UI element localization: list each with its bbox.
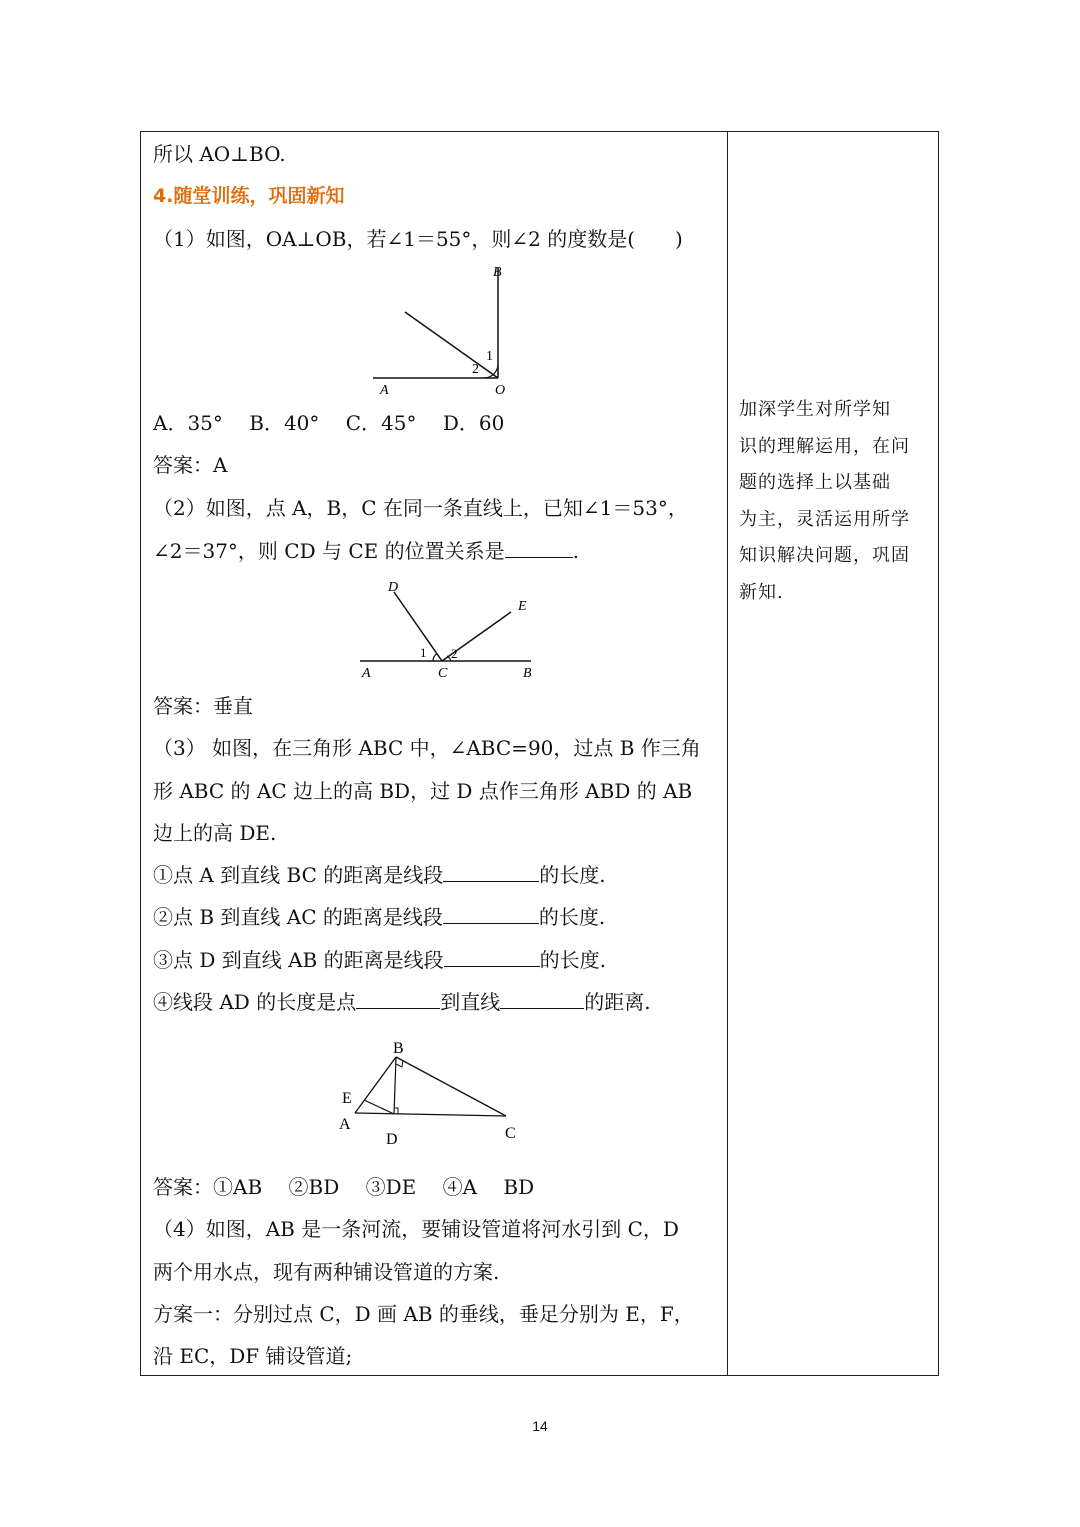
part-1-end: 的长度. — [539, 863, 606, 887]
question-3-line-1: （3） 如图，在三角形 ABC 中，∠ABC=90，过点 B 作三角 — [153, 736, 701, 760]
part-2-end: 的长度. — [538, 905, 606, 929]
part-2-text: ②点 B 到直线 AC 的距离是线段 — [153, 905, 443, 929]
question-1-options: A．35° B．40° C．45° D．60 — [153, 411, 505, 435]
fig2-label-1: 1 — [420, 645, 427, 660]
fig2-label-d: D — [388, 580, 399, 595]
fig2-label-b: B — [523, 666, 532, 681]
conclusion-line: 所以 AO⊥BO. — [153, 142, 286, 166]
answer-blank — [443, 861, 539, 882]
part-4-text: ④线段 AD 的长度是点 — [153, 990, 357, 1014]
question-2-end: . — [572, 539, 579, 563]
question-4-line-2: 两个用水点，现有两种铺设管道的方案. — [153, 1260, 500, 1284]
question-2-line-2 — [153, 537, 579, 565]
side-note-line: 知识解决问题，巩固 — [739, 545, 910, 566]
part-4-end: 的距离. — [584, 990, 651, 1014]
column-divider — [727, 132, 728, 1375]
fig1-label-o: O — [495, 383, 506, 398]
fig2-label-2: 2 — [451, 646, 458, 661]
question-3-line-2: 形 ABC 的 AC 边上的高 BD，过 D 点作三角形 ABD 的 AB — [153, 779, 693, 803]
answer-blank — [505, 537, 573, 558]
page-number: 14 — [532, 1418, 548, 1434]
side-note-line: 新知. — [739, 581, 784, 603]
question-4-line-4: 沿 EC，DF 铺设管道; — [153, 1344, 353, 1368]
question-3-part-2 — [153, 903, 605, 931]
question-3-part-4 — [153, 988, 651, 1016]
question-3-part-3 — [153, 946, 606, 974]
fig3-label-a: A — [339, 1116, 351, 1133]
fig3-label-e: E — [342, 1090, 352, 1107]
fig2-label-e: E — [518, 599, 527, 614]
answer-3: 答案：①AB ②BD ③DE ④A BD — [153, 1175, 535, 1199]
side-note-line: 识的理解运用，在问 — [739, 435, 910, 457]
answer-1: 答案：A — [153, 453, 228, 477]
fig1-label-2: 2 — [472, 362, 479, 377]
question-4-line-1: （4）如图，AB 是一条河流，要铺设管道将河水引到 C，D — [153, 1217, 679, 1241]
answer-blank — [443, 903, 539, 924]
fig1-label-a: A — [380, 383, 389, 398]
question-2-line-1: （2）如图，点 A，B，C 在同一条直线上，已知∠1＝53°， — [153, 496, 688, 520]
part-3-text: ③点 D 到直线 AB 的距离是线段 — [153, 948, 444, 972]
fig2-label-a: A — [362, 666, 371, 681]
answer-blank — [444, 946, 540, 967]
side-note-line: 为主，灵活运用所学 — [739, 508, 910, 530]
fig3-label-c: C — [505, 1125, 516, 1142]
figure-3-diagram — [338, 1037, 538, 1155]
fig3-label-b: B — [393, 1040, 404, 1057]
fig1-label-b: B — [493, 265, 502, 280]
answer-blank — [356, 988, 440, 1009]
answer-2: 答案：垂直 — [153, 694, 253, 718]
figure-2-diagram — [348, 572, 538, 687]
part-3-end: 的长度. — [539, 948, 606, 972]
question-2-text: ∠2＝37°，则 CD 与 CE 的位置关系是 — [153, 539, 505, 563]
answer-blank — [500, 988, 584, 1009]
part-1-text: ①点 A 到直线 BC 的距离是线段 — [153, 863, 444, 887]
part-4-mid: 到直线 — [440, 990, 501, 1014]
fig2-label-c: C — [438, 666, 448, 681]
question-3-part-1 — [153, 861, 606, 889]
fig3-label-d: D — [386, 1131, 398, 1148]
question-3-line-3: 边上的高 DE. — [153, 821, 277, 845]
lesson-table — [140, 131, 939, 1376]
side-note — [739, 392, 931, 611]
question-4-line-3: 方案一：分别过点 C，D 画 AB 的垂线，垂足分别为 E，F， — [153, 1302, 694, 1326]
fig1-label-1: 1 — [486, 349, 493, 364]
figure-1-diagram — [363, 260, 523, 400]
question-1: （1）如图，OA⊥OB，若∠1＝55°，则∠2 的度数是( ) — [153, 227, 683, 251]
side-note-line: 加深学生对所学知 — [739, 399, 891, 420]
side-note-line: 题的选择上以基础 — [739, 472, 891, 493]
section-heading: 4.随堂训练，巩固新知 — [153, 185, 345, 207]
